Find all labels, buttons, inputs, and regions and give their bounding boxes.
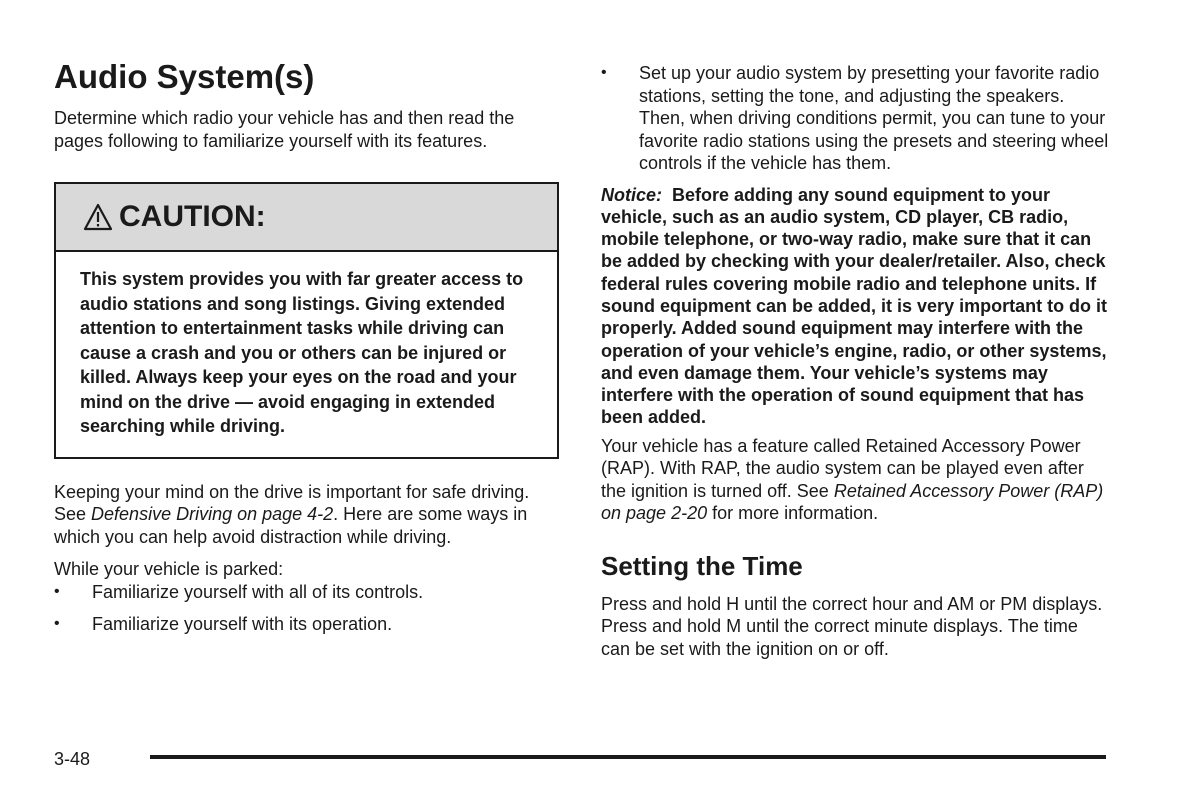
list-item-text: Set up your audio system by presetting your favorite radio stations, setting the tone, and adjusting the speakers. Then, when driving conditions permit, you can tune to your favorite radio stations using the presets and steering wheel controls if the vehicle has them. — [639, 63, 1109, 173]
caution-text: This system provides you with far greater access to audio stations and song listings. Giving extended attention to entertainment tasks while driving can cause a crash and you or others can be injured or killed. Always keep your eyes on the road and your mind on the drive — avoid engaging in extended searching while driving. — [80, 269, 524, 436]
rap-link[interactable]: Retained Accessory Power (RAP) on page 2-20 — [601, 480, 1104, 524]
caution-header — [56, 184, 557, 252]
list-item — [54, 613, 559, 636]
list-item-text: Familiarize yourself with its operation. — [92, 614, 393, 634]
bullet-icon: • — [54, 615, 60, 632]
notice-text: Before adding any sound equipment to your vehicle, such as an audio system, CD player, CB radio, mobile telephone, or two-way radio, make sure that it can be added by checking with your dealer/retailer. Also, check federal rules covering mobile radio and telephone units. If sound equipment can be added, it is very important to do it properly. Added sound equipment may interfere with the operation of your vehicle’s engine, radio, or other systems, and even damage them. Your vehicle’s systems may interfere with the operation of sound equipment that has been added. — [601, 184, 1108, 428]
notice-paragraph — [601, 184, 1111, 429]
defensive-driving-link[interactable]: Defensive Driving on page 4-2 — [91, 504, 334, 524]
setup-bullet-list — [601, 62, 1111, 175]
list-item-text: Familiarize yourself with all of its controls. — [92, 581, 424, 602]
drive-text-after: . Here are some ways in which you can help avoid distraction while driving. — [54, 504, 528, 547]
caution-box — [54, 182, 559, 459]
setting-time-paragraph: Press and hold H until the correct hour and AM or PM displays. Press and hold M until the correct minute displays. The time can be set with the ignition on or off. — [601, 593, 1103, 659]
drive-text-before: Keeping your mind on the drive is important for safe driving. See — [54, 481, 530, 524]
drive-paragraph — [54, 481, 559, 549]
caution-title: CAUTION: — [119, 200, 266, 233]
parked-paragraph: While your vehicle is parked: — [54, 559, 284, 579]
left-column — [54, 58, 559, 646]
bullet-icon: • — [54, 582, 60, 600]
page-number: 3-48 — [54, 749, 91, 769]
notice-label: Notice: — [601, 184, 663, 205]
section-heading-setting-time: Setting the Time — [601, 550, 803, 581]
rap-text-after: for more information. — [707, 503, 879, 524]
list-item — [601, 62, 1111, 175]
intro-paragraph: Determine which radio your vehicle has and then read the pages following to familiarize yourself with its features. — [54, 108, 515, 151]
right-column — [601, 62, 1111, 660]
rap-paragraph — [601, 435, 1111, 525]
bullet-icon: • — [601, 64, 607, 81]
list-item — [54, 581, 559, 604]
warning-triangle-icon — [83, 203, 113, 231]
rap-text-before: Your vehicle has a feature called Retained Accessory Power (RAP). With RAP, the audio system can be played even after the ignition is turned off. See — [601, 435, 1084, 501]
parked-bullet-list — [54, 581, 559, 636]
page-title: Audio System(s) — [54, 58, 315, 95]
footer-divider — [150, 755, 1106, 759]
